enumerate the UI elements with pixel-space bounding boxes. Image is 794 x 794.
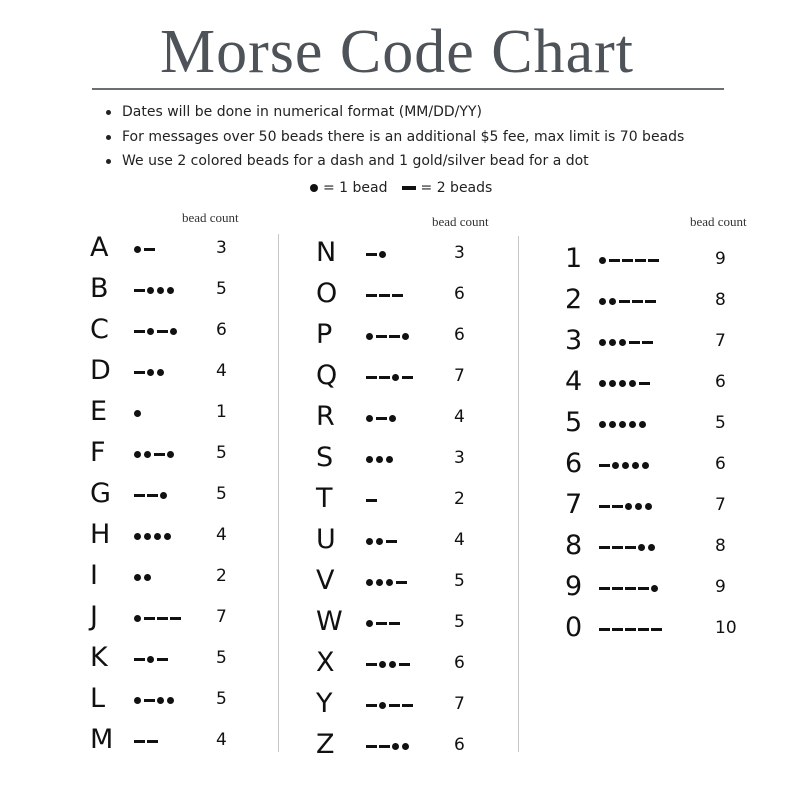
dot-icon (389, 661, 396, 668)
dash-icon (625, 628, 636, 631)
dash-icon (376, 622, 387, 625)
bead-count: 4 (216, 730, 227, 750)
dot-icon (160, 492, 167, 499)
character-label: V (316, 565, 335, 596)
bead-count: 4 (216, 525, 227, 545)
dash-icon (638, 628, 649, 631)
morse-code (134, 327, 180, 335)
dot-icon (134, 410, 141, 417)
dash-icon (147, 740, 158, 743)
bead-count: 4 (454, 530, 465, 550)
dot-icon (144, 533, 151, 540)
bead-count-label: bead count (432, 214, 489, 229)
morse-code (366, 660, 412, 668)
morse-code (599, 625, 664, 633)
bead-count: 6 (715, 454, 726, 474)
bead-count: 10 (715, 618, 737, 638)
dot-icon (599, 380, 606, 387)
dot-icon (619, 339, 626, 346)
dot-icon (609, 380, 616, 387)
dash-icon (402, 376, 413, 379)
bead-count: 5 (216, 484, 227, 504)
dash-icon (635, 259, 646, 262)
morse-code (366, 619, 402, 627)
column-divider (278, 234, 279, 752)
dot-icon (402, 333, 409, 340)
dot-icon (366, 456, 373, 463)
dash-icon (619, 300, 630, 303)
dash-icon (612, 505, 623, 508)
bead-count: 5 (216, 648, 227, 668)
character-label: 8 (565, 530, 583, 561)
bead-count: 6 (454, 653, 465, 673)
dot-icon (134, 615, 141, 622)
morse-code (134, 696, 177, 704)
bead-count: 5 (216, 443, 227, 463)
dot-icon (147, 328, 154, 335)
character-label: F (90, 437, 106, 468)
dot-icon (134, 246, 141, 253)
morse-code (366, 742, 412, 750)
dot-icon (154, 533, 161, 540)
dot-icon (402, 743, 409, 750)
bead-count: 3 (454, 448, 465, 468)
bead-count: 9 (715, 249, 726, 269)
dot-icon (386, 579, 393, 586)
dash-icon (144, 617, 155, 620)
dot-icon (632, 462, 639, 469)
legend-dash-text: = 2 beads (420, 180, 493, 196)
character-label: P (316, 319, 333, 350)
dash-icon (134, 494, 145, 497)
bead-count-label: bead count (690, 214, 747, 229)
dot-icon (366, 415, 373, 422)
note-item: For messages over 50 beads there is an additional $5 fee, max limit is 70 beads (104, 125, 684, 150)
dash-icon (392, 294, 403, 297)
note-item: We use 2 colored beads for a dash and 1 gold/silver bead for a dot (104, 149, 684, 174)
dot-icon (134, 451, 141, 458)
dot-icon (157, 287, 164, 294)
bead-count: 6 (454, 325, 465, 345)
morse-code (134, 737, 160, 745)
character-label: U (316, 524, 336, 555)
character-label: G (90, 478, 111, 509)
dot-icon (609, 339, 616, 346)
character-label: J (90, 601, 98, 632)
dash-icon (389, 335, 400, 338)
bead-count: 7 (715, 495, 726, 515)
bead-count: 5 (715, 413, 726, 433)
morse-code (599, 256, 661, 264)
column-divider (518, 236, 519, 752)
dot-icon (164, 533, 171, 540)
dot-icon (635, 503, 642, 510)
dash-icon (366, 663, 377, 666)
dash-icon (625, 587, 636, 590)
character-label: N (316, 237, 337, 268)
dot-icon (167, 287, 174, 294)
dash-icon (402, 704, 413, 707)
morse-code (134, 409, 144, 417)
character-label: Y (316, 688, 333, 719)
dot-icon (642, 462, 649, 469)
dot-icon (599, 257, 606, 264)
bead-count-label: bead count (182, 210, 239, 225)
character-label: O (316, 278, 338, 309)
dot-icon (392, 743, 399, 750)
dash-icon (389, 704, 400, 707)
character-label: 3 (565, 325, 583, 356)
dash-icon (157, 658, 168, 661)
character-label: D (90, 355, 111, 386)
morse-code (366, 332, 412, 340)
dot-icon (379, 702, 386, 709)
dash-icon (625, 546, 636, 549)
dash-icon (612, 546, 623, 549)
dash-icon (376, 335, 387, 338)
morse-code (366, 291, 405, 299)
dot-icon (629, 421, 636, 428)
dot-icon (310, 184, 318, 192)
dot-icon (144, 574, 151, 581)
dot-icon (599, 339, 606, 346)
morse-code (599, 379, 652, 387)
character-label: H (90, 519, 111, 550)
title-divider (92, 88, 724, 90)
dot-icon (651, 585, 658, 592)
bead-count: 4 (454, 407, 465, 427)
character-label: M (90, 724, 114, 755)
dash-icon (376, 417, 387, 420)
character-label: Z (316, 729, 335, 760)
dot-icon (648, 544, 655, 551)
dash-icon (366, 499, 377, 502)
character-label: B (90, 273, 109, 304)
dot-icon (379, 661, 386, 668)
dash-icon (612, 628, 623, 631)
character-label: 7 (565, 489, 583, 520)
dot-icon (376, 538, 383, 545)
morse-code (599, 297, 658, 305)
dash-icon (599, 505, 610, 508)
dash-icon (144, 248, 155, 251)
note-item: Dates will be done in numerical format (MM/DD/YY) (104, 100, 684, 125)
bead-legend (310, 180, 492, 196)
morse-code (599, 584, 661, 592)
dot-icon (376, 579, 383, 586)
morse-code (599, 338, 655, 346)
character-label: I (90, 560, 98, 591)
dash-icon (632, 300, 643, 303)
dash-icon (651, 628, 662, 631)
bead-count: 5 (454, 612, 465, 632)
dash-icon (144, 699, 155, 702)
bead-count: 4 (216, 361, 227, 381)
morse-code (366, 414, 399, 422)
dash-icon (134, 330, 145, 333)
dot-icon (134, 697, 141, 704)
dash-icon (170, 617, 181, 620)
dash-icon (379, 745, 390, 748)
dash-icon (389, 622, 400, 625)
dash-icon (642, 341, 653, 344)
character-label: E (90, 396, 108, 427)
dash-icon (402, 186, 416, 190)
dot-icon (599, 421, 606, 428)
morse-code (134, 286, 177, 294)
character-label: 9 (565, 571, 583, 602)
bead-count: 2 (454, 489, 465, 509)
dot-icon (392, 374, 399, 381)
dot-icon (645, 503, 652, 510)
dot-icon (157, 697, 164, 704)
character-label: 6 (565, 448, 583, 479)
bead-count: 7 (454, 366, 465, 386)
dot-icon (157, 369, 164, 376)
dot-icon (609, 421, 616, 428)
dot-icon (629, 380, 636, 387)
dot-icon (134, 574, 141, 581)
character-label: 2 (565, 284, 583, 315)
morse-code (134, 655, 170, 663)
dash-icon (157, 617, 168, 620)
character-label: R (316, 401, 335, 432)
bead-count: 6 (715, 372, 726, 392)
bead-count: 6 (454, 735, 465, 755)
dot-icon (619, 421, 626, 428)
dash-icon (622, 259, 633, 262)
dot-icon (625, 503, 632, 510)
morse-code (134, 614, 183, 622)
dot-icon (134, 533, 141, 540)
dot-icon (144, 451, 151, 458)
dot-icon (147, 287, 154, 294)
dash-icon (599, 546, 610, 549)
morse-code (134, 245, 157, 253)
morse-code (134, 532, 174, 540)
dash-icon (379, 376, 390, 379)
character-label: S (316, 442, 334, 473)
morse-code (134, 573, 154, 581)
dot-icon (170, 328, 177, 335)
bead-count: 8 (715, 536, 726, 556)
dot-icon (389, 415, 396, 422)
character-label: K (90, 642, 108, 673)
dot-icon (639, 421, 646, 428)
dash-icon (366, 745, 377, 748)
character-label: X (316, 647, 335, 678)
legend-dot-text: = 1 bead (323, 180, 388, 196)
dash-icon (386, 540, 397, 543)
dot-icon (167, 451, 174, 458)
character-label: A (90, 232, 109, 263)
dot-icon (366, 333, 373, 340)
bead-count: 2 (216, 566, 227, 586)
dash-icon (639, 382, 650, 385)
dash-icon (366, 253, 377, 256)
character-label: 5 (565, 407, 583, 438)
morse-code (366, 455, 396, 463)
morse-code (366, 578, 409, 586)
morse-code (366, 250, 389, 258)
bead-count: 1 (216, 402, 227, 422)
character-label: 4 (565, 366, 583, 397)
bead-count: 5 (216, 279, 227, 299)
dash-icon (154, 453, 165, 456)
dash-icon (645, 300, 656, 303)
dash-icon (379, 294, 390, 297)
bead-count: 7 (216, 607, 227, 627)
dot-icon (622, 462, 629, 469)
dash-icon (147, 494, 158, 497)
dash-icon (134, 289, 145, 292)
page-title: Morse Code Chart (159, 18, 635, 86)
dash-icon (599, 587, 610, 590)
bead-count: 9 (715, 577, 726, 597)
dash-icon (399, 663, 410, 666)
dash-icon (366, 376, 377, 379)
character-label: W (316, 606, 343, 637)
dash-icon (629, 341, 640, 344)
dot-icon (376, 456, 383, 463)
morse-code (599, 543, 658, 551)
dot-icon (599, 298, 606, 305)
character-label: L (90, 683, 106, 714)
character-label: Q (316, 360, 338, 391)
notes-list (104, 100, 684, 174)
morse-code (366, 537, 399, 545)
morse-code (134, 491, 170, 499)
bead-count: 3 (216, 238, 227, 258)
character-label: C (90, 314, 109, 345)
bead-count: 5 (454, 571, 465, 591)
morse-code (366, 373, 415, 381)
character-label: T (316, 483, 333, 514)
dot-icon (379, 251, 386, 258)
dash-icon (134, 740, 145, 743)
dot-icon (366, 579, 373, 586)
dot-icon (386, 456, 393, 463)
dash-icon (134, 658, 145, 661)
morse-code (366, 701, 415, 709)
character-label: 1 (565, 243, 583, 274)
dash-icon (609, 259, 620, 262)
dot-icon (619, 380, 626, 387)
dash-icon (648, 259, 659, 262)
character-label: 0 (565, 612, 583, 643)
morse-code (599, 502, 655, 510)
dash-icon (157, 330, 168, 333)
morse-code (366, 496, 379, 504)
dash-icon (612, 587, 623, 590)
bead-count: 6 (216, 320, 227, 340)
dot-icon (167, 697, 174, 704)
dot-icon (147, 656, 154, 663)
dash-icon (638, 587, 649, 590)
dash-icon (599, 628, 610, 631)
dash-icon (366, 294, 377, 297)
morse-code (134, 450, 177, 458)
bead-count: 7 (454, 694, 465, 714)
dash-icon (396, 581, 407, 584)
bead-count: 3 (454, 243, 465, 263)
dot-icon (609, 298, 616, 305)
dash-icon (134, 371, 145, 374)
dot-icon (366, 538, 373, 545)
dot-icon (612, 462, 619, 469)
bead-count: 7 (715, 331, 726, 351)
morse-code (599, 420, 649, 428)
morse-code (599, 461, 652, 469)
morse-code (134, 368, 167, 376)
dash-icon (366, 704, 377, 707)
bead-count: 6 (454, 284, 465, 304)
dash-icon (599, 464, 610, 467)
bead-count: 5 (216, 689, 227, 709)
dot-icon (366, 620, 373, 627)
bead-count: 8 (715, 290, 726, 310)
dot-icon (147, 369, 154, 376)
dot-icon (638, 544, 645, 551)
